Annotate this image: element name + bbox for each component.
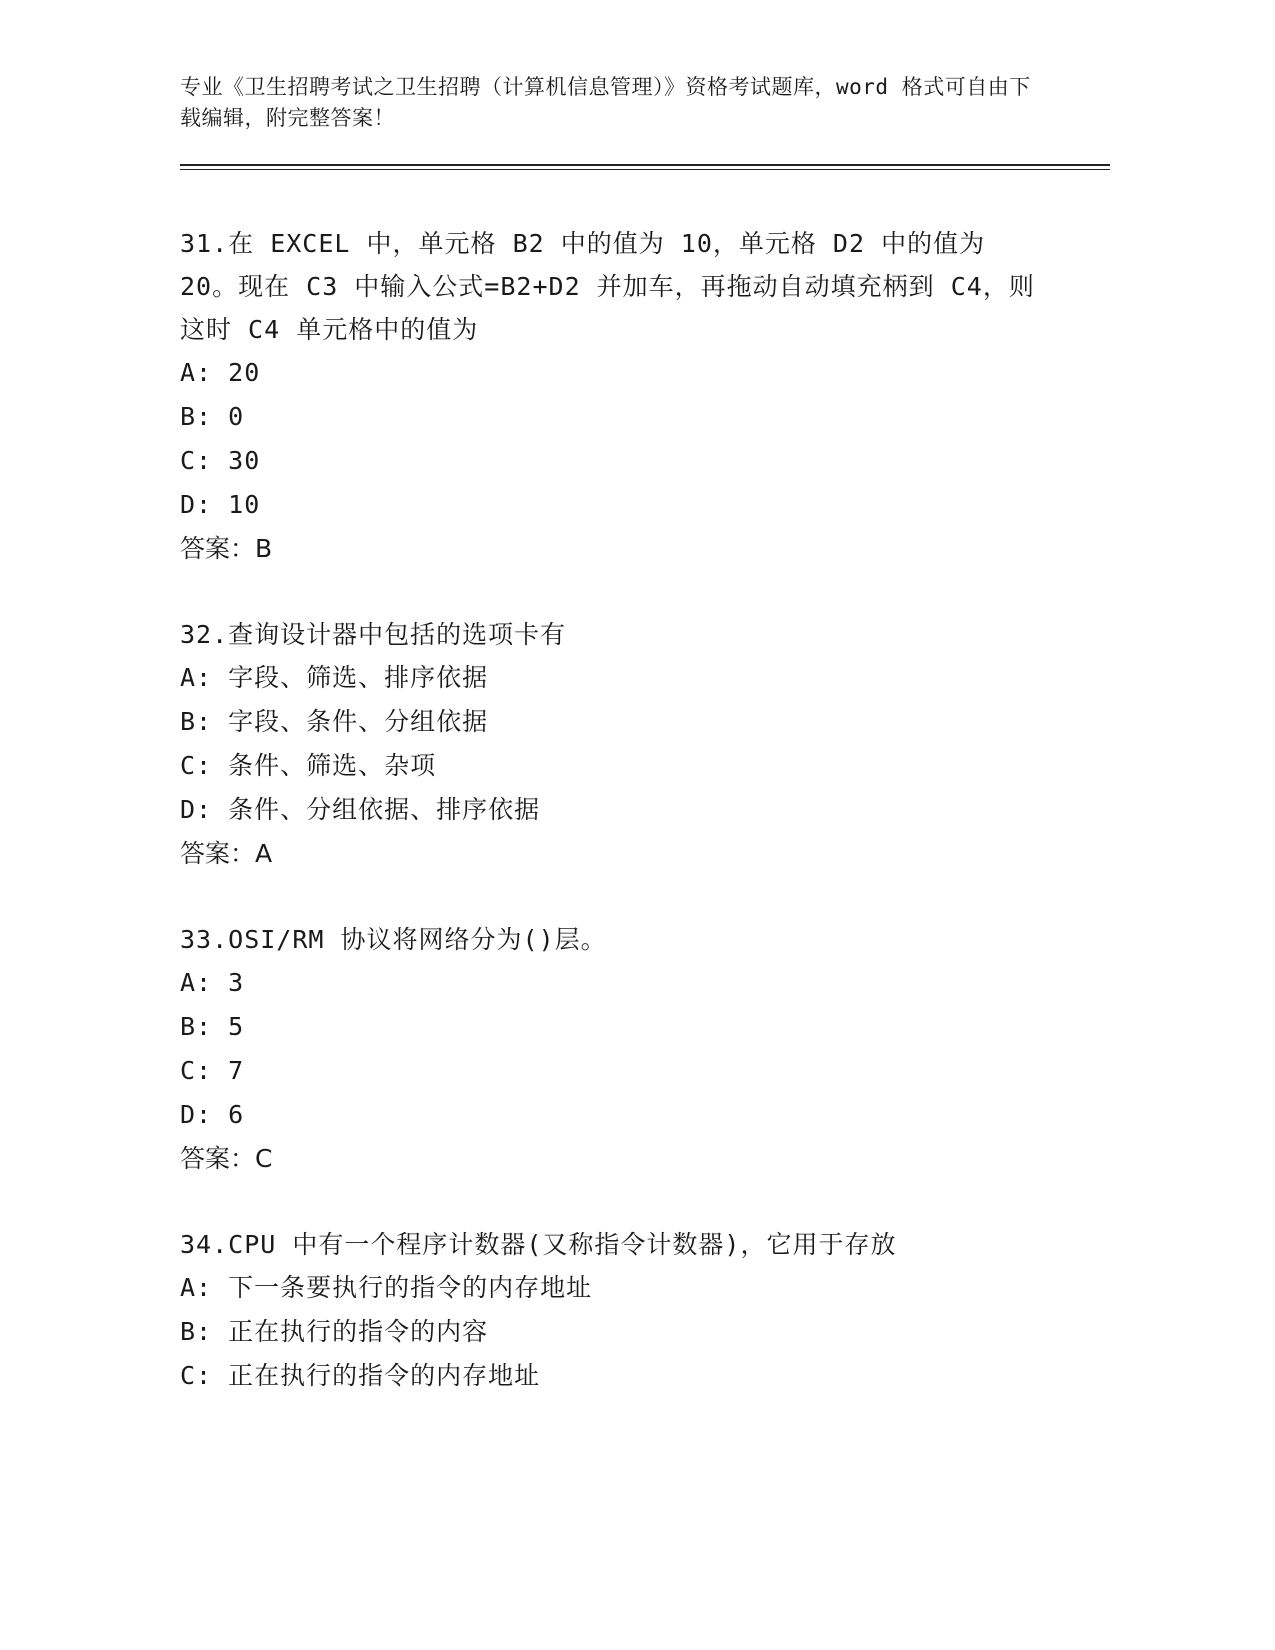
- question-text: 34.CPU 中有一个程序计数器(又称指令计数器)，它用于存放: [180, 1230, 897, 1259]
- answer: 答案：C: [180, 1144, 273, 1173]
- option-d: D: 10: [180, 490, 261, 519]
- question-31: [180, 222, 1110, 571]
- option-d: D: 6: [180, 1100, 245, 1129]
- document-page: [180, 72, 1110, 1440]
- option-b: B: 正在执行的指令的内容: [180, 1317, 489, 1346]
- option-c: C: 条件、筛选、杂项: [180, 751, 437, 780]
- document-header: 专业《卫生招聘考试之卫生招聘（计算机信息管理）》资格考试题库，word 格式可自由下载编辑，附完整答案！: [180, 75, 1031, 130]
- header-divider: [180, 164, 1110, 170]
- question-32: [180, 613, 1110, 876]
- option-d: D: 条件、分组依据、排序依据: [180, 795, 541, 824]
- question-33: [180, 918, 1110, 1181]
- answer: 答案：B: [180, 534, 273, 563]
- option-b: B: 0: [180, 402, 245, 431]
- question-list: [180, 222, 1110, 1398]
- option-c: C: 7: [180, 1056, 245, 1085]
- question-text: 33.OSI/RM 协议将网络分为()层。: [180, 925, 607, 954]
- option-b: B: 字段、条件、分组依据: [180, 707, 489, 736]
- option-a: A: 20: [180, 358, 261, 387]
- option-c: C: 正在执行的指令的内存地址: [180, 1361, 541, 1390]
- option-a: A: 下一条要执行的指令的内存地址: [180, 1273, 593, 1302]
- question-34: [180, 1223, 1110, 1398]
- option-a: A: 字段、筛选、排序依据: [180, 663, 489, 692]
- question-text: 32.查询设计器中包括的选项卡有: [180, 620, 567, 649]
- option-c: C: 30: [180, 446, 261, 475]
- option-b: B: 5: [180, 1012, 245, 1041]
- option-a: A: 3: [180, 968, 245, 997]
- answer: 答案：A: [180, 839, 273, 868]
- question-text: 31.在 EXCEL 中，单元格 B2 中的值为 10，单元格 D2 中的值为 20。现在 C3 中输入公式=B2+D2 并加车，再拖动自动填充柄到 C4，则这时 C4 单元格中的值为: [180, 229, 1035, 344]
